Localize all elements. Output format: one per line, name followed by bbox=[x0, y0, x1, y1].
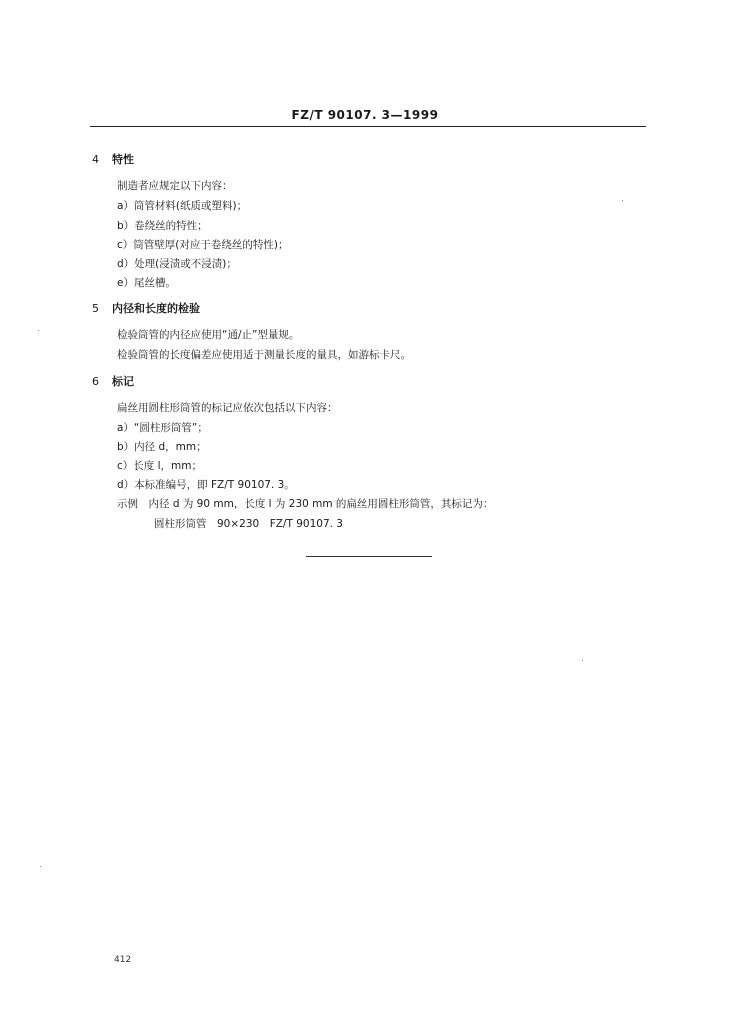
page-number: 412 bbox=[114, 955, 132, 965]
section-6-item-c: c）长度 l，mm； bbox=[117, 460, 202, 472]
section-6-title: 标记 bbox=[112, 375, 134, 388]
section-6-item-a: a）“圆柱形筒管”； bbox=[117, 422, 208, 434]
section-5-line-1: 检验筒管的内径应使用“通/止”型量规。 bbox=[117, 329, 300, 341]
section-6-heading bbox=[92, 373, 134, 389]
section-5-number: 5 bbox=[92, 302, 99, 315]
section-6-item-d: d）本标准编号，即 FZ/T 90107. 3。 bbox=[117, 479, 295, 491]
section-4-item-a: a）筒管材料(纸质或塑料)； bbox=[117, 200, 248, 212]
header-rule bbox=[90, 126, 646, 127]
scan-speck bbox=[622, 200, 623, 201]
scan-speck bbox=[40, 866, 41, 867]
section-5-title: 内径和长度的检验 bbox=[112, 302, 200, 315]
section-5-line-2: 检验筒管的长度偏差应使用适于测量长度的量具，如游标卡尺。 bbox=[117, 349, 411, 361]
standard-code: FZ/T 90107. 3—1999 bbox=[291, 108, 439, 122]
section-4-item-d: d）处理(浸渍或不浸渍)； bbox=[117, 258, 237, 270]
section-6-number: 6 bbox=[92, 375, 99, 388]
scan-speck bbox=[38, 330, 39, 331]
section-4-item-c: c）筒管壁厚(对应于卷绕丝的特性)； bbox=[117, 239, 289, 251]
scan-speck bbox=[582, 660, 583, 661]
section-4-heading bbox=[92, 151, 134, 167]
section-4-item-b: b）卷绕丝的特性； bbox=[117, 220, 208, 232]
section-6-example-mark: 圆柱形筒管 90×230 FZ/T 90107. 3 bbox=[154, 518, 343, 530]
section-4-item-e: e）尾丝槽。 bbox=[117, 277, 176, 289]
section-6-intro: 扁丝用圆柱形筒管的标记应依次包括以下内容： bbox=[117, 402, 338, 414]
section-6-example: 示例 内径 d 为 90 mm，长度 l 为 230 mm 的扁丝用圆柱形筒管，其标记为： bbox=[117, 498, 494, 510]
section-4-number: 4 bbox=[92, 153, 99, 166]
end-of-text-rule bbox=[306, 556, 432, 557]
section-5-heading bbox=[92, 300, 200, 316]
section-4-intro: 制造者应规定以下内容： bbox=[117, 180, 233, 192]
section-4-title: 特性 bbox=[112, 153, 134, 166]
section-6-item-b: b）内径 d，mm； bbox=[117, 441, 207, 453]
